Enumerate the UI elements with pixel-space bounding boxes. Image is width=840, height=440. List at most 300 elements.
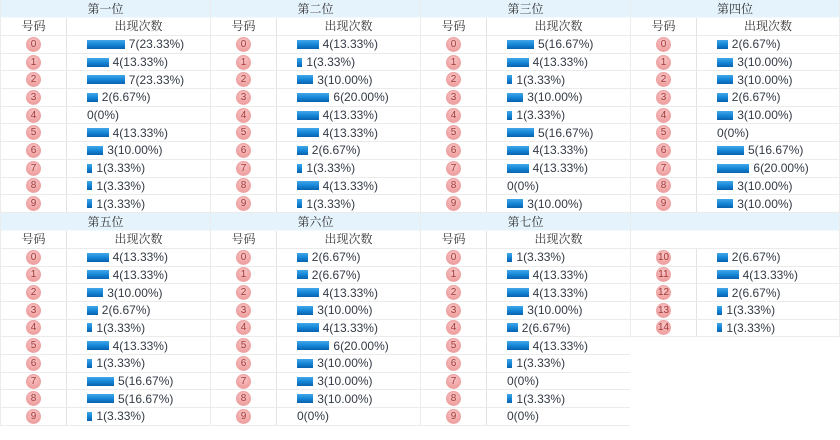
number-cell [1,71,67,88]
number-ball: 0 [236,37,251,52]
number-ball: 13 [657,304,670,316]
number-ball: 1 [26,55,41,70]
frequency-row [1,142,210,160]
frequency-row [421,142,630,160]
frequency-row [631,249,839,267]
section-rows [631,36,839,213]
frequency-value: 1(3.33%) [96,356,146,371]
frequency-row [421,89,630,107]
frequency-value: 3(10.00%) [317,72,373,87]
section-header [631,18,839,36]
number-ball: 0 [446,37,461,52]
frequency-cell [697,126,839,140]
number-cell [211,408,277,425]
frequency-bar-icon [717,323,722,332]
frequency-row [421,71,630,89]
number-ball: 0 [446,250,461,265]
number-ball: 8 [236,178,251,193]
number-cell [421,337,487,354]
frequency-bar-icon [297,128,319,137]
number-ball: 7 [236,161,251,176]
frequency-cell [67,73,210,87]
frequency-bar-icon [507,359,512,368]
frequency-row [211,408,420,426]
frequency-value: 2(6.67%) [731,37,781,52]
frequency-cell [487,73,630,87]
frequency-row [631,107,839,125]
column-header-number: 号码 [631,18,697,35]
number-cell [211,302,277,319]
section-header [211,18,420,36]
number-cell [1,54,67,71]
frequency-bar-icon [297,253,308,262]
section-header [1,18,210,36]
frequency-row [421,284,630,302]
frequency-row [211,320,420,338]
frequency-cell [277,90,420,104]
frequency-row [1,373,210,391]
frequency-value: 4(13.33%) [742,267,798,282]
section-rows [421,36,630,213]
number-cell [421,195,487,212]
frequency-value: 3(10.00%) [737,196,793,211]
number-cell [421,142,487,159]
number-cell [211,107,277,124]
frequency-bar-icon [87,306,98,315]
frequency-value: 2(6.67%) [731,90,781,105]
frequency-row [211,390,420,408]
column-header-number: 号码 [421,231,487,248]
frequency-row [631,284,839,302]
frequency-bar-icon [297,93,329,102]
frequency-value: 3(10.00%) [737,72,793,87]
frequency-bar-icon [717,75,733,84]
frequency-row [1,267,210,285]
frequency-bar-icon [507,306,523,315]
section-header [631,231,839,249]
frequency-value: 4(13.33%) [322,108,378,123]
number-ball: 8 [656,178,671,193]
frequency-bar-icon [507,40,534,49]
number-ball: 1 [26,267,41,282]
frequency-bar-icon [87,394,114,403]
frequency-cell [697,37,839,51]
number-cell [1,337,67,354]
number-ball: 6 [236,356,251,371]
frequency-row [211,142,420,160]
column-header-number: 号码 [211,18,277,35]
frequency-bar-icon [297,75,313,84]
frequency-value: 0(0%) [507,178,540,193]
number-cell [211,160,277,177]
frequency-row [211,160,420,178]
frequency-value: 4(13.33%) [112,338,168,353]
frequency-cell [487,90,630,104]
frequency-cell [697,73,839,87]
frequency-value: 5(16.67%) [118,391,174,406]
frequency-row [211,107,420,125]
number-cell [421,71,487,88]
frequency-row [211,302,420,320]
section-title: 第五位 [1,213,210,231]
frequency-bar-icon [507,253,512,262]
frequency-row [631,160,839,178]
number-ball: 6 [26,143,41,158]
frequency-cell [277,55,420,69]
number-ball: 2 [446,72,461,87]
frequency-row [421,302,630,320]
frequency-value: 1(3.33%) [516,391,566,406]
number-cell [421,107,487,124]
frequency-value: 7(23.33%) [128,37,185,52]
frequency-bar-icon [87,253,109,262]
frequency-value: 5(16.67%) [538,37,594,52]
frequency-row [211,337,420,355]
frequency-row [211,249,420,267]
frequency-bar-icon [717,146,744,155]
number-cell [1,284,67,301]
frequency-row [211,355,420,373]
frequency-value: 5(16.67%) [748,143,804,158]
number-cell [421,36,487,53]
number-ball: 0 [26,37,41,52]
number-cell [421,89,487,106]
number-ball: 7 [446,374,461,389]
frequency-row [1,390,210,408]
frequency-row [211,373,420,391]
number-ball: 8 [236,391,251,406]
number-cell [1,320,67,337]
section-rows [1,36,210,213]
number-ball: 8 [26,178,41,193]
number-ball: 0 [26,250,41,265]
frequency-value: 1(3.33%) [306,196,356,211]
section-title: 第七位 [421,213,630,231]
frequency-row [631,195,839,213]
frequency-cell [67,250,210,264]
number-ball: 11 [656,267,671,282]
frequency-value: 4(13.33%) [322,37,378,52]
frequency-value: 3(10.00%) [317,391,373,406]
frequency-cell [277,286,420,300]
frequency-cell [697,90,839,104]
number-cell [211,284,277,301]
frequency-cell [697,197,839,211]
position-section [420,0,630,213]
frequency-value: 2(6.67%) [101,90,151,105]
frequency-cell [697,250,839,264]
frequency-value: 4(13.33%) [112,267,168,282]
number-cell [421,320,487,337]
number-cell [1,355,67,372]
frequency-cell [487,392,630,406]
number-ball: 10 [657,251,670,263]
frequency-value: 4(13.33%) [532,338,588,353]
number-ball: 2 [26,72,41,87]
number-cell [1,408,67,425]
section-header [1,231,210,249]
frequency-row [1,195,210,213]
section-header [421,18,630,36]
number-ball: 6 [446,356,461,371]
number-ball: 5 [236,338,251,353]
frequency-bar-icon [717,58,733,67]
frequency-bar-icon [717,253,728,262]
frequency-cell [277,339,420,353]
number-ball: 9 [236,409,251,424]
column-header-number [631,231,697,248]
frequency-cell [277,321,420,335]
frequency-value: 2(6.67%) [101,303,151,318]
number-ball: 7 [26,374,41,389]
frequency-value: 4(13.33%) [112,55,168,70]
frequency-bar-icon [507,394,512,403]
frequency-cell [277,179,420,193]
number-cell [211,373,277,390]
number-ball: 3 [26,303,41,318]
frequency-cell [67,356,210,370]
frequency-row [211,71,420,89]
frequency-cell [487,321,630,335]
frequency-bar-icon [507,146,529,155]
column-header-frequency: 出现次数 [534,19,583,33]
number-ball: 2 [656,72,671,87]
number-ball: 5 [26,125,41,140]
frequency-value: 0(0%) [507,409,540,424]
number-ball: 0 [236,250,251,265]
frequency-value: 6(20.00%) [753,161,809,176]
number-ball: 7 [236,374,251,389]
number-cell [631,54,697,71]
number-cell [421,267,487,284]
frequency-value: 7(23.33%) [128,72,185,87]
number-ball: 9 [26,409,41,424]
frequency-bar-icon [507,93,523,102]
frequency-bar-icon [717,40,728,49]
number-ball: 2 [236,72,251,87]
number-ball: 1 [236,55,251,70]
section-rows [631,249,839,337]
frequency-cell [487,37,630,51]
frequency-value: 3(10.00%) [107,285,163,300]
frequency-cell [487,268,630,282]
column-header-number: 号码 [1,231,67,248]
frequency-cell [277,268,420,282]
number-cell [1,302,67,319]
number-cell [421,390,487,407]
number-cell [211,124,277,141]
frequency-cell [67,409,210,423]
frequency-value: 4(13.33%) [532,267,588,282]
frequency-row [421,124,630,142]
frequency-cell [487,55,630,69]
frequency-cell [277,250,420,264]
number-cell [631,36,697,53]
frequency-cell [277,126,420,140]
frequency-value: 4(13.33%) [532,143,588,158]
frequency-row [1,408,210,426]
section-header [421,231,630,249]
frequency-cell [67,197,210,211]
frequency-cell [697,179,839,193]
number-ball: 6 [446,143,461,158]
number-ball: 3 [446,303,461,318]
frequency-value: 2(6.67%) [731,285,781,300]
frequency-value: 0(0%) [507,374,540,389]
number-ball: 9 [446,409,461,424]
column-header-frequency: 出现次数 [534,231,583,246]
frequency-row [1,320,210,338]
frequency-bar-icon [87,146,103,155]
frequency-bar-icon [507,75,512,84]
frequency-cell [487,143,630,157]
frequency-value: 2(6.67%) [311,267,361,282]
frequency-cell [487,179,630,193]
frequency-cell [67,143,210,157]
frequency-value: 4(13.33%) [322,285,378,300]
frequency-cell [487,356,630,370]
frequency-value: 4(13.33%) [322,125,378,140]
number-ball: 9 [446,196,461,211]
frequency-value: 1(3.33%) [96,409,146,424]
frequency-row [421,107,630,125]
number-cell [631,267,697,284]
number-cell [631,320,697,337]
number-ball: 2 [446,285,461,300]
frequency-bar-icon [87,323,92,332]
number-ball: 9 [26,196,41,211]
frequency-bar-icon [507,288,529,297]
frequency-row [1,107,210,125]
frequency-bar-icon [507,323,518,332]
frequency-row [631,124,839,142]
frequency-cell [487,286,630,300]
frequency-row [631,36,839,54]
number-ball: 3 [236,90,251,105]
frequency-cell [67,286,210,300]
number-ball: 8 [446,391,461,406]
frequency-bar-icon [87,40,125,49]
column-header-frequency: 出现次数 [114,19,163,33]
frequency-value: 3(10.00%) [107,143,163,158]
frequency-bar-icon [87,341,109,350]
frequency-bar-icon [87,199,92,208]
number-cell [421,124,487,141]
frequency-value: 0(0%) [717,125,750,140]
frequency-cell [697,55,839,69]
frequency-row [211,267,420,285]
number-cell [421,178,487,195]
position-section [0,213,210,426]
frequency-cell [277,37,420,51]
frequency-row [631,267,839,285]
number-ball: 8 [26,391,41,406]
number-ball: 3 [656,90,671,105]
frequency-row [421,36,630,54]
column-header-number: 号码 [211,231,277,248]
number-ball: 1 [446,267,461,282]
frequency-row [1,89,210,107]
frequency-bar-icon [87,58,109,67]
frequency-value: 4(13.33%) [322,178,378,193]
number-cell [421,373,487,390]
number-cell [631,195,697,212]
number-cell [211,267,277,284]
number-cell [211,36,277,53]
frequency-bar-icon [87,93,98,102]
number-cell [211,178,277,195]
column-header-frequency: 出现次数 [114,231,163,246]
frequency-value: 4(13.33%) [112,250,168,265]
frequency-cell [697,286,839,300]
number-cell [631,302,697,319]
number-cell [1,142,67,159]
number-ball: 5 [236,125,251,140]
frequency-row [211,195,420,213]
number-cell [211,355,277,372]
frequency-row [1,302,210,320]
frequency-cell [277,161,420,175]
number-cell [421,302,487,319]
frequency-cell [67,108,210,122]
frequency-bar-icon [297,40,319,49]
frequency-value: 3(10.00%) [317,303,373,318]
frequency-bar-icon [297,164,302,173]
number-cell [631,249,697,266]
frequency-row [421,249,630,267]
number-cell [1,107,67,124]
number-ball: 3 [446,90,461,105]
number-cell [211,320,277,337]
number-ball: 9 [656,196,671,211]
frequency-bar-icon [717,199,733,208]
frequency-value: 3(10.00%) [317,374,373,389]
frequency-row [421,320,630,338]
frequency-cell [277,303,420,317]
frequency-bar-icon [297,306,313,315]
frequency-cell [67,90,210,104]
frequency-cell [487,197,630,211]
frequency-bar-icon [507,199,523,208]
frequency-bar-icon [507,58,529,67]
frequency-row [421,355,630,373]
number-cell [421,355,487,372]
number-ball: 5 [446,125,461,140]
frequency-bar-icon [717,164,749,173]
frequency-cell [67,321,210,335]
frequency-cell [67,179,210,193]
frequency-row [211,54,420,72]
frequency-cell [487,108,630,122]
frequency-bar-icon [717,181,733,190]
frequency-row [1,160,210,178]
number-cell [1,390,67,407]
frequency-row [1,124,210,142]
frequency-cell [487,303,630,317]
number-cell [631,160,697,177]
frequency-value: 4(13.33%) [532,161,588,176]
number-ball: 6 [656,143,671,158]
frequency-value: 5(16.67%) [118,374,174,389]
frequency-bar-icon [87,412,92,421]
frequency-bar-icon [297,199,302,208]
frequency-value: 1(3.33%) [726,320,776,335]
number-ball: 1 [236,267,251,282]
frequency-value: 6(20.00%) [333,90,389,105]
frequency-row [211,124,420,142]
frequency-bar-icon [717,270,739,279]
number-cell [421,284,487,301]
